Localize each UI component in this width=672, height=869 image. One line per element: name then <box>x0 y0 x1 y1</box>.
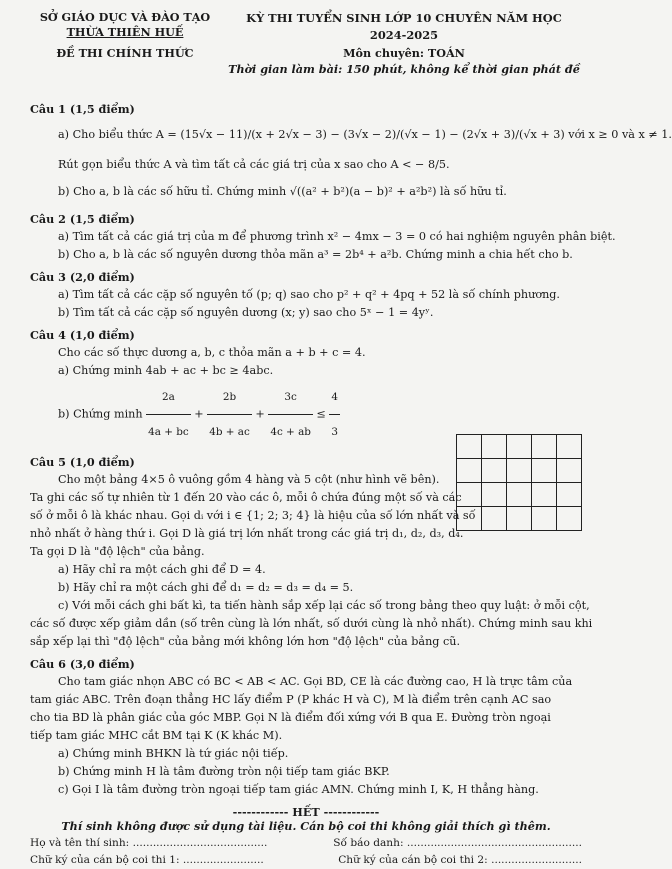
fraction-2: $\frac{2b}{4b + ac}$ <box>207 380 252 449</box>
question-4-title: Câu 4 (1,0 điểm) <box>30 328 135 342</box>
header-right <box>226 10 582 78</box>
question-1a-cont: Rút gọn biểu thức A và tìm tất cả các giá trị của x sao cho A < − 8/5. <box>58 158 450 171</box>
exam-note: Thí sinh không được sử dụng tài liệu. Cán bộ coi thi không giải thích gì thêm. <box>61 819 551 833</box>
question-6-line3: cho tia BD là phân giác của góc MBP. Gọi N là điểm đối xứng với B qua E. Đường tròn ngoại <box>30 711 551 724</box>
question-5c-line1: c) Với mỗi cách ghi bất kì, ta tiến hành sắp xếp lại các số trong bảng theo quy luật: ở mỗi cột, <box>58 599 590 612</box>
candidate-row <box>30 835 582 852</box>
question-5-title: Câu 5 (1,0 điểm) <box>30 455 135 469</box>
proctor-2-signature: Chữ ký của cán bộ coi thi 2: ........................... <box>338 854 582 866</box>
question-6-title: Câu 6 (3,0 điểm) <box>30 657 135 671</box>
fraction-3: $\frac{3c}{4c + ab}$ <box>268 380 313 449</box>
province-name: THỪA THIÊN HUẾ <box>66 25 184 40</box>
question-2a: a) Tìm tất cả các giá trị của m để phương trình x² − 4mx − 3 = 0 có hai nghiệm nguyên phân biệt. <box>58 230 616 243</box>
fraction-rhs: $\frac{4}{3}$ <box>329 380 340 449</box>
table-4x5 <box>456 434 582 531</box>
question-5c-line2: các số được xếp giảm dần (số trên cùng là lớn nhất, số dưới cùng là nhỏ nhất). Chứng minh sau khi <box>30 617 593 630</box>
question-3-title: Câu 3 (2,0 điểm) <box>30 270 135 284</box>
question-5-line3: số ở mỗi ô là khác nhau. Gọi dᵢ với i ∈ {1; 2; 3; 4} là hiệu của số lớn nhất và số <box>30 509 476 522</box>
question-6-line1: Cho tam giác nhọn ABC có BC < AB < AC. Gọi BD, CE là các đường cao, H là trực tâm của <box>58 675 573 688</box>
question-2b: b) Cho a, b là các số nguyên dương thỏa mãn a³ = 2b⁴ + a²b. Chứng minh a chia hết cho b. <box>58 248 573 261</box>
question-3b: b) Tìm tất cả các cặp số nguyên dương (x; y) sao cho 5ˣ − 1 = 4yʸ. <box>58 306 434 319</box>
question-6-line4: tiếp tam giác MHC cắt BM tại K (K khác M). <box>30 729 283 742</box>
question-4b-label: b) Chứng minh <box>58 407 143 421</box>
question-5b: b) Hãy chỉ ra một cách ghi để d₁ = d₂ = d₃ = d₄ = 5. <box>58 581 354 594</box>
question-3a: a) Tìm tất cả các cặp số nguyên tố (p; q) sao cho p² + q² + 4pq + 52 là số chính phương. <box>58 288 560 301</box>
question-6-line2: tam giác ABC. Trên đoạn thẳng HC lấy điểm P (P khác H và C), M là điểm trên cạnh AC sao <box>30 693 552 706</box>
question-5-line4: nhỏ nhất ở hàng thứ i. Gọi D là giá trị lớn nhất trong các giá trị d₁, d₂, d₃, d₄. <box>30 527 464 540</box>
question-6a: a) Chứng minh BHKN là tứ giác nội tiếp. <box>58 747 289 760</box>
question-5c-line3: sắp xếp lại thì "độ lệch" của bảng mới không lớn hơn "độ lệch" của bảng cũ. <box>30 635 461 648</box>
department-name: SỞ GIÁO DỤC VÀ ĐÀO TẠO <box>39 10 211 24</box>
question-4b: b) Chứng minh $\frac{2a}{4a + bc}$ + $\frac{2b}{4b + ac}$ + $\frac{3c}{4c + ab}$ ≤ $\frac{4}{3}$ <box>30 380 582 449</box>
candidate-number: Số báo danh: .................................................... <box>333 837 582 849</box>
question-6c: c) Gọi I là tâm đường tròn ngoại tiếp tam giác AMN. Chứng minh I, K, H thẳng hàng. <box>58 783 539 796</box>
question-5a: a) Hãy chỉ ra một cách ghi để D = 4. <box>58 563 266 576</box>
end-marker: ------------ HẾT ------------ <box>232 805 380 819</box>
question-5-line2: Ta ghi các số tự nhiên từ 1 đến 20 vào các ô, mỗi ô chứa đúng một số và các <box>30 491 462 504</box>
question-1b: b) Cho a, b là các số hữu tỉ. Chứng minh √((a² + b²)(a − b)² + a²b²) là số hữu tỉ. <box>58 185 507 198</box>
exam-title: KỲ THI TUYỂN SINH LỚP 10 CHUYÊN NĂM HỌC 2024-2025 <box>246 11 562 42</box>
time-label: Thời gian làm bài: 150 phút, không kể thời gian phát đề <box>228 62 580 77</box>
question-2-title: Câu 2 (1,5 điểm) <box>30 212 135 226</box>
header-left <box>30 10 220 61</box>
proctor-1-signature: Chữ ký của cán bộ coi thi 1: ........................ <box>30 854 264 866</box>
candidate-name: Họ và tên thí sinh: ........................................ <box>30 837 268 849</box>
signature-row <box>30 852 582 869</box>
question-6b: b) Chứng minh H là tâm đường tròn nội tiếp tam giác BKP. <box>58 765 390 778</box>
subject-label: Môn chuyên: TOÁN <box>343 46 465 61</box>
question-4a: a) Chứng minh 4ab + ac + bc ≥ 4abc. <box>58 364 274 377</box>
fraction-1: $\frac{2a}{4a + bc}$ <box>146 380 191 449</box>
question-1a: a) Cho biểu thức A = (15√x − 11)/(x + 2√x − 3) − (3√x − 2)/(√x − 1) − (2√x + 3)/(√x + 3) với x ≥ 0 và x ≠ 1. <box>58 128 672 141</box>
question-1-title: Câu 1 (1,5 điểm) <box>30 102 135 116</box>
le-sign: ≤ <box>316 407 326 421</box>
question-4-intro: Cho các số thực dương a, b, c thỏa mãn a + b + c = 4. <box>58 346 366 359</box>
question-5-line1: Cho một bảng 4×5 ô vuông gồm 4 hàng và 5 cột (như hình vẽ bên). <box>58 473 440 486</box>
question-5-line5: Ta gọi D là "độ lệch" của bảng. <box>30 545 205 558</box>
official-exam-label: ĐỀ THI CHÍNH THỨC <box>56 46 194 61</box>
